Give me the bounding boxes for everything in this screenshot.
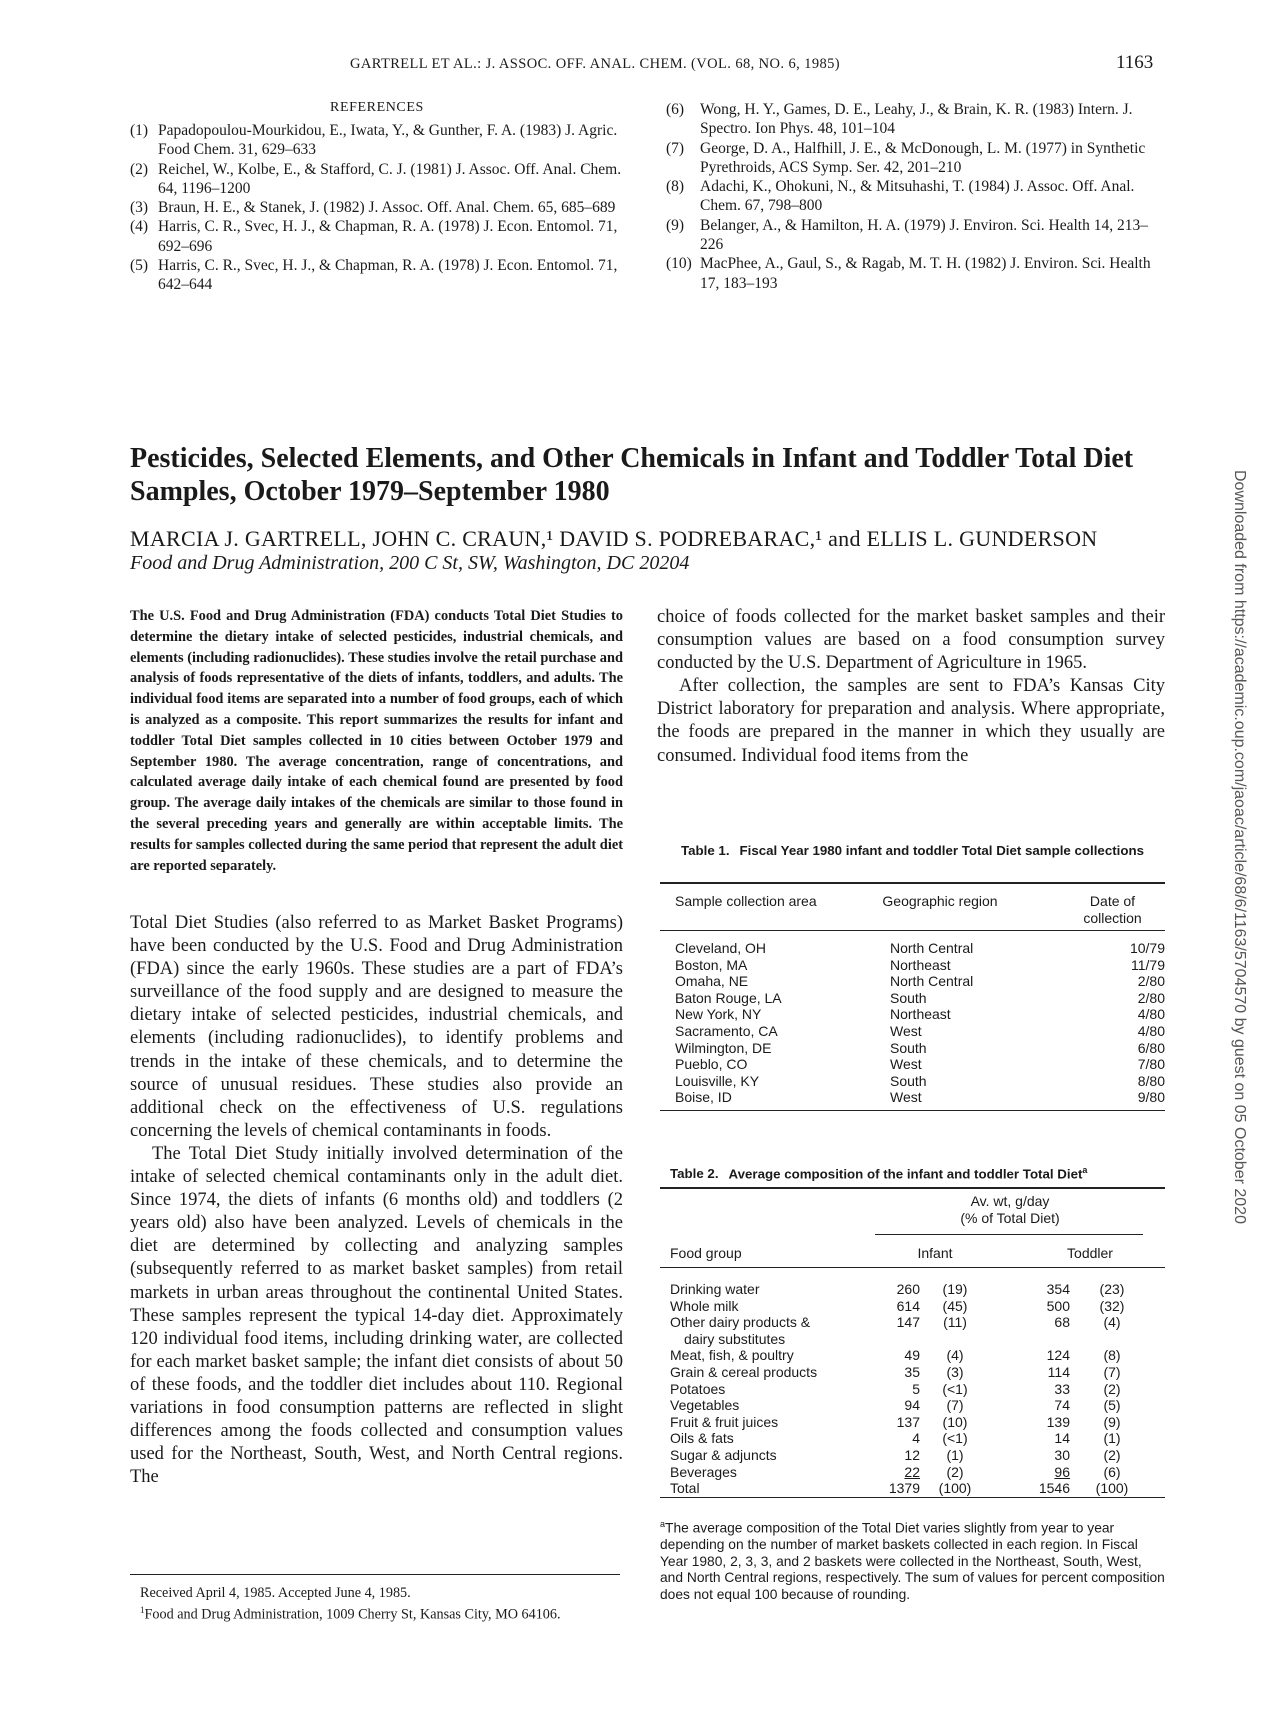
table2-food-group: Fruit & fruit juices — [670, 1413, 779, 1430]
running-header: GARTRELL ET AL.: J. ASSOC. OFF. ANAL. CHEM. (VOL. 68, NO. 6, 1985) — [350, 56, 841, 72]
table2-infant-percent: (<1) — [942, 1380, 968, 1397]
table1-cell: West — [890, 1022, 922, 1039]
table2-header-infant: Infant — [917, 1245, 953, 1261]
table2-infant-value: 260 — [896, 1281, 920, 1297]
table2-toddler-percent: (5) — [1103, 1397, 1121, 1414]
reference-item: (8) Adachi, K., Ohokuni, N., & Mitsuhashi, T. (1984) J. Assoc. Off. Anal. Chem. 67, 798–800 — [666, 178, 1135, 215]
table1-cell: 2/80 — [1137, 973, 1165, 990]
table2-food-group: Potatoes — [670, 1380, 726, 1397]
table2-infant-percent: (10) — [942, 1413, 968, 1430]
table2-top-rule — [660, 1187, 1165, 1189]
table2-row — [0, 1314, 1275, 1347]
table2-row — [0, 1480, 1275, 1497]
table1-row — [0, 1040, 1275, 1057]
table2-row — [0, 1364, 1275, 1381]
table2-infant-percent: (<1) — [942, 1430, 968, 1447]
table1-row — [0, 940, 1275, 957]
table1-header-date: Date of collection — [1083, 893, 1142, 926]
footnote-affiliation: $^1$Food and Drug Administration, 1009 Cherry St, Kansas City, MO 64106. — [140, 1605, 561, 1623]
table1-cell: Boston, MA — [675, 956, 748, 973]
table2-infant-percent: (19) — [942, 1281, 968, 1297]
table2-infant-value: 5 — [912, 1380, 920, 1397]
table1-row — [0, 990, 1275, 1007]
table2-header-toddler: Toddler — [1067, 1245, 1113, 1261]
table2-toddler-value: 114 — [1047, 1363, 1070, 1380]
references-right-column — [666, 100, 1166, 293]
table1-cell: 9/80 — [1137, 1089, 1165, 1106]
reference-item: (6) Wong, H. Y., Games, D. E., Leahy, J., & Brain, K. R. (1983) Intern. J. Spectro. Ion Phys. 48, 101–104 — [666, 101, 1133, 138]
table2-toddler-value: 30 — [1054, 1446, 1070, 1463]
table1-cell: Boise, ID — [675, 1089, 732, 1106]
reference-item: (1) Papadopoulou-Mourkidou, E., Iwata, Y., & Gunther, F. A. (1983) J. Agric. Food Chem. 31, 629–633 — [130, 122, 618, 159]
table2-row — [0, 1298, 1275, 1315]
table2-header-food: Food group — [670, 1245, 742, 1261]
table2-toddler-percent: (1) — [1103, 1430, 1121, 1447]
article-affiliation: Food and Drug Administration, 200 C St, SW, Washington, DC 20204 — [130, 552, 690, 574]
table2-infant-value: 12 — [904, 1446, 920, 1463]
table2-toddler-percent: (6) — [1103, 1463, 1121, 1480]
table2-toddler-percent: (32) — [1099, 1297, 1125, 1314]
table1-cell: 4/80 — [1137, 1022, 1165, 1039]
table2-toddler-value: 124 — [1046, 1347, 1070, 1364]
table2-infant-value: 1379 — [888, 1480, 920, 1497]
body-paragraph: choice of foods collected for the market basket samples and their consumption values are based on a food consumption survey conducted by the U.S. Department of Agriculture in 1965. — [657, 607, 1165, 674]
table2-infant-value: 4 — [912, 1430, 920, 1447]
table1-cell: West — [890, 1089, 922, 1106]
page-number: 1163 — [1116, 52, 1154, 73]
table1-cell: 7/80 — [1137, 1056, 1165, 1073]
table2-row — [0, 1397, 1275, 1414]
table1-body — [0, 940, 1275, 1106]
table1-header-rule — [660, 930, 1165, 931]
table2-food-group: Whole milk — [670, 1297, 739, 1314]
table2-toddler-percent: (23) — [1099, 1281, 1125, 1297]
table1-cell: 8/80 — [1137, 1072, 1165, 1089]
table2-infant-value: 94 — [904, 1397, 920, 1414]
table2-toddler-percent: (7) — [1103, 1363, 1121, 1380]
table2-food-group: Total — [670, 1480, 700, 1497]
table1-cell: Pueblo, CO — [675, 1056, 748, 1073]
table2-toddler-value: 500 — [1046, 1297, 1070, 1314]
abstract: The U.S. Food and Drug Administration (FDA) conducts Total Diet Studies to determine the dietary intake of selected pesticides, industrial chemicals, and elements (including radionuclides). These studies involve the retail purchase and analysis of foods representative of the diets of infants, toddlers, and adults. The individual food items are separated into a number of food groups, each of which is analyzed as a composite. This report summarizes the results for infant and toddler Total Diet samples collected in 10 cities between October 1979 and September 1980. The average concentration, range of concentrations, and calculated average daily intake of each chemical found are presented by food group. The average daily intakes of the chemicals are similar to those found in the several preceding years and generally are within acceptable limits. The results for samples collected during the same period that represent the adult diet are reported separately. — [130, 608, 623, 874]
table2-food-group: Beverages — [670, 1463, 737, 1480]
table2-caption: Table 2. Average composition of the infant and toddler Total Diet$^a$ — [670, 1165, 1088, 1182]
body-paragraph: The Total Diet Study initially involved determination of the intake of selected chemical contaminants only in the adult diet. Since 1974, the diets of infants (6 months old) and toddlers (2 years old) also have been analyzed. Levels of chemicals in the diet are determined by collecting and analyzing samples (subsequently referred to as market basket samples) from retail markets in urban areas throughout the continental United States. These samples represent the typical 14-day diet. Approximately 120 individual food items, including drinking water, are collected for each market basket sample; the infant diet consists of about 50 of these foods, and the toddler diet includes about 110. Regional variations in food consumption patterns are reflected in slight differences among the foods collected and consumption values used for the Northeast, South, West, and North Central regions. The — [130, 1143, 623, 1488]
table2-food-group: Grain & cereal products — [670, 1363, 818, 1380]
article-title: Pesticides, Selected Elements, and Other Chemicals in Infant and Toddler Total Diet Samples, October 1979–September 1980 — [130, 443, 1134, 507]
footnote-rule — [130, 1574, 620, 1575]
table1-cell: Baton Rouge, LA — [675, 989, 782, 1006]
footnote-received: Received April 4, 1985. Accepted June 4, 1985. — [140, 1585, 411, 1601]
table1-cell: 11/79 — [1131, 956, 1165, 973]
table1-cell: South — [890, 1039, 927, 1056]
table2-infant-value: 49 — [904, 1347, 920, 1364]
body-right-column — [657, 606, 1165, 768]
table1-cell: Louisville, KY — [675, 1072, 760, 1089]
table2-bottom-rule — [660, 1497, 1165, 1498]
table2-food-group: Drinking water — [670, 1281, 760, 1297]
table1-row — [0, 1089, 1275, 1106]
table1-cell: North Central — [890, 940, 974, 956]
table1-bottom-rule — [660, 1110, 1165, 1111]
table2-toddler-value: 68 — [1054, 1314, 1070, 1331]
table2-row — [0, 1381, 1275, 1398]
table1-cell: South — [890, 1072, 927, 1089]
body-paragraph: Total Diet Studies (also referred to as Market Basket Programs) have been conducted by the U.S. Food and Drug Administration (FDA) since the early 1960s. These studies are a part of FDA’s surveillance of the food supply and are designed to measure the dietary intake of selected pesticides, industrial chemicals, and elements (including radionuclides), to identify problems and trends in the intake of these chemicals, and to determine the source of unusual residues. These studies also provide an additional check on the effectiveness of U.S. regulations concerning the levels of chemical contaminants in foods. — [130, 913, 623, 1141]
table2-row — [0, 1447, 1275, 1464]
table1-cell: Northeast — [890, 1006, 951, 1023]
table1-cell: 2/80 — [1137, 989, 1165, 1006]
reference-item: (2) Reichel, W., Kolbe, E., & Stafford, C. J. (1981) J. Assoc. Off. Anal. Chem. 64, 1196–1200 — [130, 160, 622, 197]
table1-header-region: Geographic region — [882, 893, 998, 909]
table1-cell: Cleveland, OH — [675, 940, 767, 956]
article-authors: MARCIA J. GARTRELL, JOHN C. CRAUN,¹ DAVID S. PODREBARAC,¹ and ELLIS L. GUNDERSON — [130, 526, 1098, 551]
table1-cell: Sacramento, CA — [675, 1022, 778, 1039]
table2-superheader: Av. wt, g/day (% of Total Diet) — [960, 1193, 1060, 1226]
reference-item: (9) Belanger, A., & Hamilton, H. A. (1979) J. Environ. Sci. Health 14, 213–226 — [666, 216, 1148, 254]
table2-infant-percent: (4) — [946, 1347, 964, 1364]
table1-row — [0, 1023, 1275, 1040]
table2-infant-value: 614 — [896, 1297, 920, 1314]
table1-cell: Wilmington, DE — [675, 1039, 772, 1056]
table1-row — [0, 1056, 1275, 1073]
table1-row — [0, 973, 1275, 990]
table1-header — [0, 893, 1275, 929]
table1-cell: 10/79 — [1129, 940, 1165, 956]
table1-cell: Northeast — [890, 956, 951, 973]
table1-row — [0, 1073, 1275, 1090]
footnotes — [140, 1585, 620, 1624]
reference-item: (10) MacPhee, A., Gaul, S., & Ragab, M. T. H. (1982) J. Environ. Sci. Health 17, 183–193 — [666, 255, 1151, 292]
table1-row — [0, 957, 1275, 974]
table2-infant-percent: (2) — [946, 1463, 964, 1480]
table2-row — [0, 1430, 1275, 1447]
table2-food-group: Vegetables — [670, 1397, 740, 1414]
table2-toddler-value: 74 — [1054, 1397, 1070, 1414]
table2-infant-percent: (7) — [946, 1397, 964, 1414]
table2-superheader-rule — [875, 1234, 1143, 1235]
table2-infant-value: 35 — [904, 1363, 920, 1380]
table2-food-group: Other dairy products & dairy substitutes — [670, 1314, 811, 1347]
table2-toddler-value: 354 — [1046, 1281, 1070, 1297]
table1-cell: 6/80 — [1137, 1039, 1165, 1056]
table2-food-group: Meat, fish, & poultry — [670, 1347, 794, 1364]
table2-toddler-percent: (100) — [1095, 1480, 1129, 1497]
table2-infant-percent: (100) — [938, 1480, 972, 1497]
reference-item: (7) George, D. A., Halfhill, J. E., & McDonough, L. M. (1977) in Synthetic Pyrethroids, ACS Symp. Ser. 42, 201–210 — [666, 139, 1146, 176]
reference-item: (5) Harris, C. R., Svec, H. J., & Chapman, R. A. (1978) J. Econ. Entomol. 71, 642–644 — [130, 257, 618, 294]
table2-footnote: $^a$The average composition of the Total Diet varies slightly from year to year depending on the number of market baskets collected in each region. In Fiscal Year 1980, 2, 3, 3, and 2 baskets were collected in the Northeast, South, West, and North Central regions, respectively. The sum of values for percent composition does not equal 100 because of rounding. — [660, 1519, 1165, 1602]
table2-toddler-percent: (9) — [1103, 1413, 1121, 1430]
table1-cell: South — [890, 989, 927, 1006]
table1-cell: 4/80 — [1137, 1006, 1165, 1023]
references-heading: REFERENCES — [330, 100, 424, 115]
table2-toddler-value: 14 — [1054, 1430, 1070, 1447]
reference-item: (3) Braun, H. E., & Stanek, J. (1982) J. Assoc. Off. Anal. Chem. 65, 685–689 — [130, 199, 616, 217]
table1-cell: West — [890, 1056, 922, 1073]
table2-infant-value: 137 — [896, 1413, 920, 1430]
table2-header-rule — [660, 1267, 1165, 1268]
table1-cell: Omaha, NE — [675, 973, 749, 990]
table2-row — [0, 1281, 1275, 1298]
table2-toddler-percent: (2) — [1103, 1446, 1121, 1463]
table2-toddler-value: 33 — [1054, 1380, 1070, 1397]
table2-infant-percent: (11) — [943, 1314, 967, 1331]
table1-row — [0, 1006, 1275, 1023]
table2-row — [0, 1347, 1275, 1364]
table1-cell: New York, NY — [675, 1006, 762, 1023]
body-paragraph: After collection, the samples are sent to FDA’s Kansas City District laboratory for preparation and analysis. Where appropriate, the foods are prepared in the manner in which they usually are consumed. Individual food items from the — [657, 676, 1165, 766]
download-notice: Downloaded from https://academic.oup.com/jaoac/article/68/6/1163/5704570 by guest on 05 October 2020 — [1231, 470, 1248, 1224]
table2-infant-value: 147 — [896, 1314, 920, 1331]
table1-caption: Table 1. Fiscal Year 1980 infant and toddler Total Diet sample collections — [681, 843, 1144, 858]
table1-top-rule — [660, 882, 1165, 884]
table2-infant-value: 22 — [904, 1463, 920, 1480]
table2-toddler-value: 96 — [1054, 1463, 1070, 1480]
table2-row — [0, 1464, 1275, 1481]
table2-row — [0, 1414, 1275, 1431]
table2-infant-percent: (1) — [946, 1446, 964, 1463]
table2-food-group: Sugar & adjuncts — [670, 1446, 777, 1463]
table2-infant-percent: (3) — [946, 1363, 964, 1380]
references-left-column — [130, 121, 625, 295]
table2-toddler-value: 1546 — [1038, 1480, 1070, 1497]
table2-toddler-percent: (2) — [1103, 1380, 1121, 1397]
table2-food-group: Oils & fats — [670, 1430, 734, 1447]
table2-toddler-value: 139 — [1046, 1413, 1070, 1430]
table2-toddler-percent: (4) — [1103, 1314, 1121, 1331]
reference-item: (4) Harris, C. R., Svec, H. J., & Chapman, R. A. (1978) J. Econ. Entomol. 71, 692–696 — [130, 218, 618, 255]
table2-toddler-percent: (8) — [1103, 1347, 1121, 1364]
table1-cell: North Central — [890, 973, 974, 990]
table1-header-area: Sample collection area — [675, 893, 817, 909]
table2-infant-percent: (45) — [942, 1297, 968, 1314]
table2-body — [0, 1281, 1275, 1497]
